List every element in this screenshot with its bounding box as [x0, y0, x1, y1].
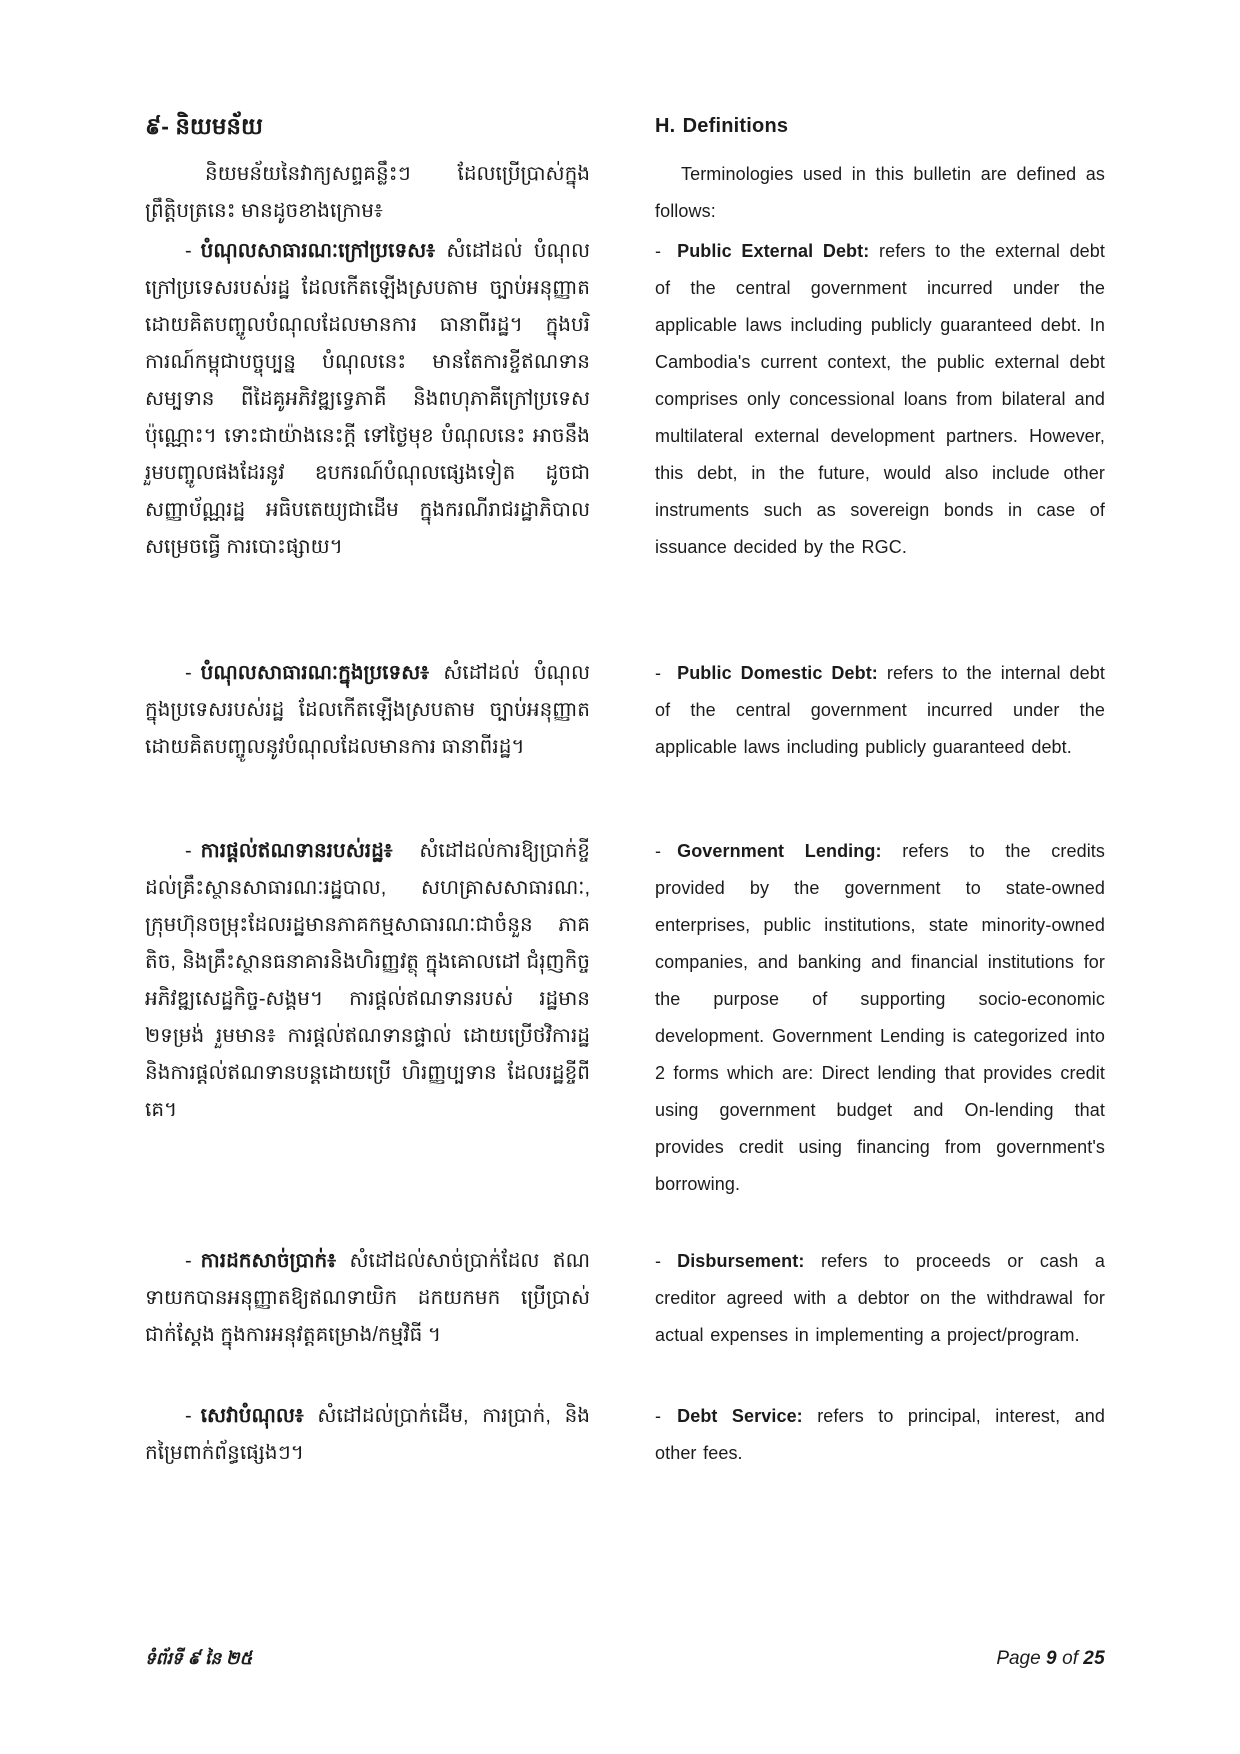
english-definition-cell [655, 1398, 1105, 1472]
english-section-heading: H. Definitions [655, 115, 789, 137]
total-pages-value: 25 [1083, 1648, 1105, 1669]
khmer-section-heading: ៩- និយមន័យ [145, 113, 263, 139]
definition-row-public-external-debt [145, 233, 1105, 655]
english-definition-cell [655, 233, 1105, 566]
english-definition-item [655, 833, 1105, 1203]
khmer-term: សេវាបំណុល៖ [200, 1405, 304, 1427]
khmer-term: ការផ្តល់ឥណទានរបស់រដ្ឋ៖ [200, 840, 393, 862]
list-dash: - [655, 1251, 662, 1271]
khmer-definition-cell [145, 833, 590, 1129]
english-term-body: refers to the internal debt of the central government incurred under the applicable laws including publicly guaranteed debt. [655, 663, 1105, 757]
khmer-definition-cell [145, 1398, 590, 1472]
khmer-definition-item [145, 1398, 590, 1472]
english-definition-cell [655, 833, 1105, 1203]
khmer-of-label: នៃ [205, 1649, 222, 1668]
khmer-total-pages-value: ២៥ [225, 1648, 253, 1668]
page-label: Page [996, 1648, 1041, 1669]
english-definition-cell [655, 655, 1105, 766]
list-dash: - [185, 1250, 192, 1272]
page-footer [145, 1646, 1105, 1673]
khmer-definition-cell [145, 233, 590, 566]
list-dash: - [655, 1406, 662, 1426]
khmer-term-body: សំដៅដល់សាច់ប្រាក់ដែល ឥណទាយកបានអនុញ្ញាតឱ្យឥណទាយិក ដកយកមក ប្រើប្រាស់ជាក់ស្តែង ក្នុងការអនុវត្តគម្រោង/កម្មវិធី ។ [145, 1250, 590, 1346]
list-dash: - [655, 663, 662, 683]
english-term-body: refers to the external debt of the central government incurred under the applicable laws including publicly guaranteed debt. In Cambodia's current context, the public external debt comprises only concessional loans from bilateral and multilateral external development partners. However, this debt, in the future, would also include other instruments such as sovereign bonds in case of issuance decided by the RGC. [655, 241, 1105, 557]
khmer-definition-item [145, 833, 590, 1129]
khmer-definition-cell [145, 655, 590, 766]
list-dash: - [185, 840, 192, 862]
list-dash: - [655, 241, 662, 261]
khmer-intro-cell [145, 156, 590, 230]
definition-row-debt-service [145, 1398, 1105, 1472]
khmer-intro-paragraph: និយមន័យនៃវាក្យសព្ទគន្លឹះៗ ដែលប្រើប្រាស់ក្នុង ព្រឹត្តិបត្រនេះ មានដូចខាងក្រោម៖ [145, 163, 590, 222]
khmer-term-body: សំដៅដល់ប្រាក់ដើម, ការប្រាក់, និង កម្រៃពាក់ព័ន្ធផ្សេងៗ។ [145, 1405, 590, 1464]
english-term-body: refers to principal, interest, and other fees. [655, 1406, 1105, 1463]
english-intro-paragraph: Terminologies used in this bulletin are defined as follows: [655, 164, 1105, 221]
english-column-heading-cell [655, 106, 1105, 146]
khmer-page-number [145, 1646, 252, 1673]
english-definition-item [655, 1243, 1105, 1354]
definition-row-government-lending [145, 833, 1105, 1243]
definition-row-disbursement [145, 1243, 1105, 1398]
khmer-definition-item [145, 1243, 590, 1354]
section-heading-row [145, 106, 1105, 156]
khmer-column-heading-cell [145, 106, 590, 146]
list-dash: - [185, 1405, 192, 1427]
khmer-term: បំណុលសាធារណៈក្នុងប្រទេស៖ [200, 662, 430, 684]
english-definition-item [655, 655, 1105, 766]
english-definition-cell [655, 1243, 1105, 1354]
khmer-term: បំណុលសាធារណៈក្រៅប្រទេស៖ [200, 240, 435, 262]
khmer-term-body: សំដៅដល់ បំណុលក្នុងប្រទេសរបស់រដ្ឋ ដែលកើតឡើងស្របតាម ច្បាប់អនុញ្ញាត ដោយគិតបញ្ចូលនូវបំណុលដែលមានការ ធានាពីរដ្ឋ។ [145, 662, 590, 758]
list-dash: - [185, 662, 192, 684]
khmer-definition-cell [145, 1243, 590, 1354]
khmer-definition-item [145, 233, 590, 566]
english-term-body: refers to the credits provided by the government to state-owned enterprises, public institutions, state minority-owned companies, and banking and financial institutions for the purpose of supporting socio-economic development. Government Lending is categorized into 2 forms which are: Direct lending that provides credit using government budget and On-lending that provides credit using financing from government's borrowing. [655, 841, 1106, 1194]
khmer-term: ការដកសាច់ប្រាក់៖ [200, 1250, 337, 1272]
page-number-value: 9 [1045, 1648, 1057, 1669]
khmer-definition-item [145, 655, 590, 766]
english-definition-item [655, 1398, 1105, 1472]
english-term: Debt Service: [677, 1406, 803, 1426]
khmer-page-prefix: ទំព័រទី [145, 1649, 183, 1668]
khmer-term-body: សំដៅដល់ការឱ្យប្រាក់ខ្ចី ដល់គ្រឹះស្ថានសាធារណៈរដ្ឋបាល, សហគ្រាសសាធារណៈ, ក្រុមហ៊ុនចម្រុះដែលរដ្ឋមានភាគកម្មសាធារណៈជាចំនួន ភាគតិច, និងគ្រឹះស្ថានធនាគារនិងហិរញ្ញវត្ថុ ក្នុងគោលដៅ ជំរុញកិច្ចអភិវឌ្ឍសេដ្ឋកិច្ច-សង្គម។ ការផ្តល់ឥណទានរបស់ រដ្ឋមាន ២ទម្រង់ រួមមាន៖ ការផ្តល់ឥណទានផ្ទាល់ ដោយប្រើថវិការដ្ឋ និងការផ្តល់ឥណទានបន្តដោយប្រើ ហិរញ្ញប្បទាន ដែលរដ្ឋខ្ចីពីគេ។ [145, 840, 590, 1121]
of-label: of [1062, 1648, 1078, 1669]
list-dash: - [185, 240, 192, 262]
list-dash: - [655, 841, 662, 861]
khmer-term-body: សំដៅដល់ បំណុលក្រៅប្រទេសរបស់រដ្ឋ ដែលកើតឡើងស្របតាម ច្បាប់អនុញ្ញាត ដោយគិតបញ្ចូលបំណុលដែលមានការ ធានាពីរដ្ឋ។ ក្នុងបរិការណ៍កម្ពុជាបច្ចុប្បន្ន បំណុលនេះ មានតែការខ្ចីឥណទានសម្បទាន ពីដៃគូអភិវឌ្ឍទ្វេភាគី និងពហុភាគីក្រៅប្រទេសប៉ុណ្ណោះ។ ទោះជាយ៉ាងនេះក្តី ទៅថ្ងៃមុខ បំណុលនេះ អាចនឹងរួមបញ្ចូលផងដែរនូវ ឧបករណ៍បំណុលផ្សេងទៀត ដូចជា សញ្ញាប័ណ្ណរដ្ឋ អធិបតេយ្យជាដើម ក្នុងករណីរាជរដ្ឋាភិបាលសម្រេចធ្វើ ការបោះផ្សាយ។ [145, 240, 590, 558]
english-term-body: refers to proceeds or cash a creditor agreed with a debtor on the withdrawal for actual expenses in implementing a project/program. [655, 1251, 1105, 1345]
english-page-number [996, 1648, 1105, 1670]
page-content [145, 106, 1105, 1472]
english-intro-cell [655, 156, 1105, 230]
english-term: Public External Debt: [677, 241, 870, 261]
khmer-page-number-value: ៩ [187, 1648, 201, 1668]
english-term: Disbursement: [677, 1251, 805, 1271]
english-term: Government Lending: [677, 841, 882, 861]
english-term: Public Domestic Debt: [677, 663, 878, 683]
english-definition-item [655, 233, 1105, 566]
intro-row [145, 156, 1105, 233]
definition-row-public-domestic-debt [145, 655, 1105, 833]
